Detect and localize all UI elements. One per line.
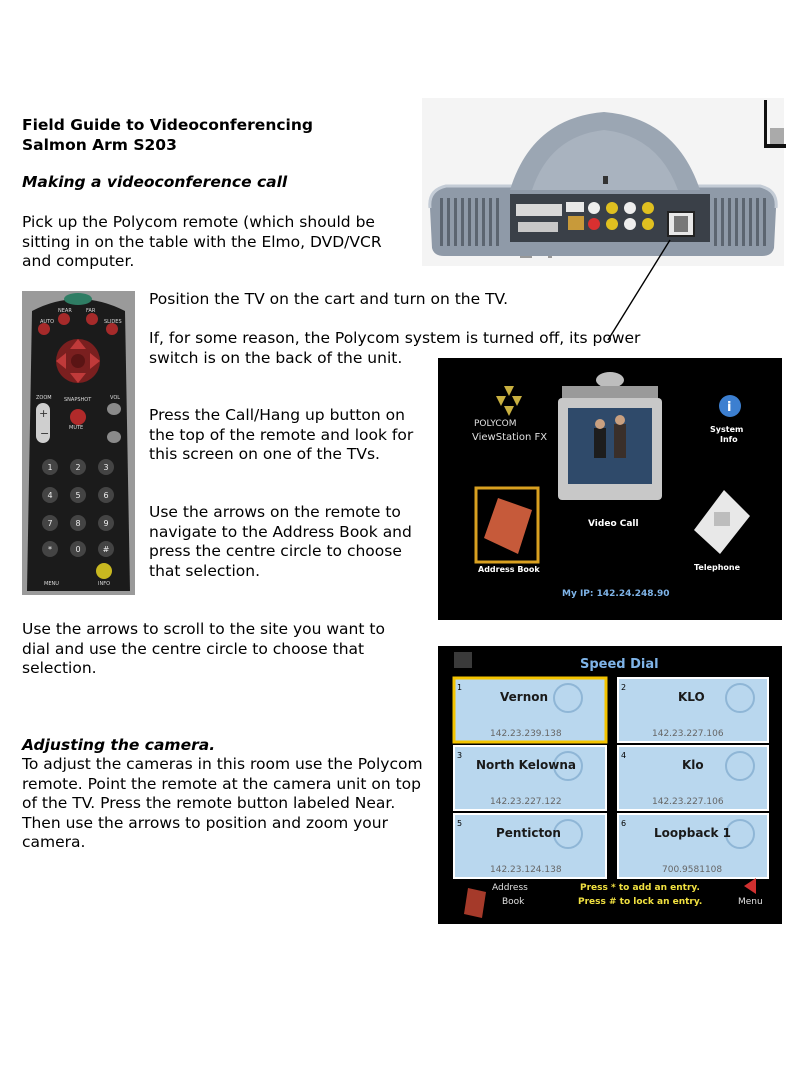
remote-label-mute: MUTE	[69, 425, 84, 431]
page-title	[22, 116, 313, 155]
tile-site-name: Klo	[682, 758, 704, 772]
remote-key-5: 5	[75, 491, 81, 500]
remote-label-slides: SLIDES	[104, 319, 122, 325]
svg-text:−: −	[40, 427, 50, 440]
tile-number: 2	[621, 683, 627, 692]
remote-label-far: FAR	[86, 308, 96, 314]
paragraph-power-switch: If, for some reason, the Polycom system is turned off, its power switch is on the back of the unit.	[149, 329, 641, 367]
paragraph-position-tv: Position the TV on the cart and turn on the TV.	[149, 290, 509, 308]
remote-label-near: NEAR	[58, 308, 72, 314]
remote-key-star: *	[48, 545, 52, 554]
remote-label-menu: MENU	[44, 581, 59, 587]
polycom-brand: POLYCOM	[474, 419, 517, 429]
title-line-2: Salmon Arm S203	[22, 135, 177, 154]
speed-dial-title: Speed Dial	[580, 657, 659, 672]
remote-control-image	[22, 291, 135, 595]
tile-number: 1	[457, 683, 463, 692]
tile-number: 6	[621, 819, 627, 828]
telephone-label: Telephone	[694, 563, 741, 572]
remote-label-vol: VOL	[110, 395, 121, 401]
footer-menu-label: Menu	[738, 897, 763, 907]
tile-ip: 142.23.227.106	[652, 729, 724, 739]
my-ip-label: My IP: 142.24.248.90	[562, 589, 670, 599]
remote-key-6: 6	[103, 491, 109, 500]
remote-key-hash: #	[102, 545, 110, 554]
tile-number: 3	[457, 751, 463, 760]
corner-image-fragment	[762, 98, 788, 150]
remote-label-zoom: ZOOM	[36, 395, 52, 401]
speed-dial-screen-image	[438, 646, 782, 924]
remote-key-3: 3	[103, 463, 109, 472]
tile-site-name: Penticton	[496, 826, 561, 840]
video-call-label: Video Call	[588, 519, 639, 529]
remote-label-info: INFO	[98, 581, 111, 587]
paragraph-adjust-camera: To adjust the cameras in this room use the Polycom remote. Point the remote at the camera unit on top of the TV. Press the remote button labeled Near. Then use the arrows to position and zoom your camera.	[22, 755, 423, 851]
paragraph-pickup-remote: Pick up the Polycom remote (which should be sitting in on the table with the Elmo, DVD/VCR and computer.	[22, 213, 382, 270]
section-heading-call: Making a videoconference call	[22, 173, 288, 191]
system-info-label-2: Info	[720, 435, 738, 444]
section-heading-camera: Adjusting the camera.	[22, 736, 216, 754]
tile-ip: 142.23.124.138	[490, 865, 562, 875]
paragraph-scroll-site: Use the arrows to scroll to the site you want to dial and use the centre circle to choose that selection.	[22, 620, 385, 677]
footer-address-label: Address	[492, 883, 528, 893]
address-book-label: Address Book	[478, 565, 540, 574]
remote-key-0: 0	[75, 545, 81, 554]
remote-key-7: 7	[47, 519, 53, 528]
tile-site-name: Vernon	[500, 690, 549, 704]
title-line-1: Field Guide to Videoconferencing	[22, 116, 313, 134]
viewstation-product: ViewStation FX	[472, 432, 548, 443]
paragraph-call-button: Press the Call/Hang up button on the top of the remote and look for this screen on one of the TVs.	[149, 406, 414, 463]
remote-key-9: 9	[103, 519, 109, 528]
tile-site-name: North Kelowna	[476, 758, 576, 772]
remote-key-4: 4	[47, 491, 53, 500]
footer-book-label: Book	[502, 897, 525, 907]
remote-label-auto: AUTO	[40, 319, 55, 325]
system-info-label-1: System	[710, 425, 744, 434]
tile-ip: 142.23.227.106	[652, 797, 724, 807]
hint-add-entry: Press * to add an entry.	[580, 883, 700, 893]
pointer-line	[600, 236, 680, 346]
svg-text:+: +	[39, 407, 49, 420]
svg-text:i: i	[727, 400, 732, 415]
tile-ip: 700.9581108	[662, 865, 723, 875]
paragraph-navigate-arrows: Use the arrows on the remote to navigate to the Address Book and press the centre circle to choose that selection.	[149, 503, 412, 580]
remote-key-8: 8	[75, 519, 81, 528]
tile-number: 5	[457, 819, 463, 828]
hint-lock-entry: Press # to lock an entry.	[578, 897, 703, 907]
viewstation-screen-image	[438, 358, 782, 620]
tile-ip: 142.23.239.138	[490, 729, 562, 739]
tile-site-name: KLO	[678, 690, 705, 704]
remote-label-snapshot: SNAPSHOT	[64, 397, 92, 403]
tile-site-name: Loopback 1	[654, 826, 732, 840]
remote-key-1: 1	[47, 463, 53, 472]
remote-key-2: 2	[75, 463, 81, 472]
tile-number: 4	[621, 751, 627, 760]
tile-ip: 142.23.227.122	[490, 797, 562, 807]
